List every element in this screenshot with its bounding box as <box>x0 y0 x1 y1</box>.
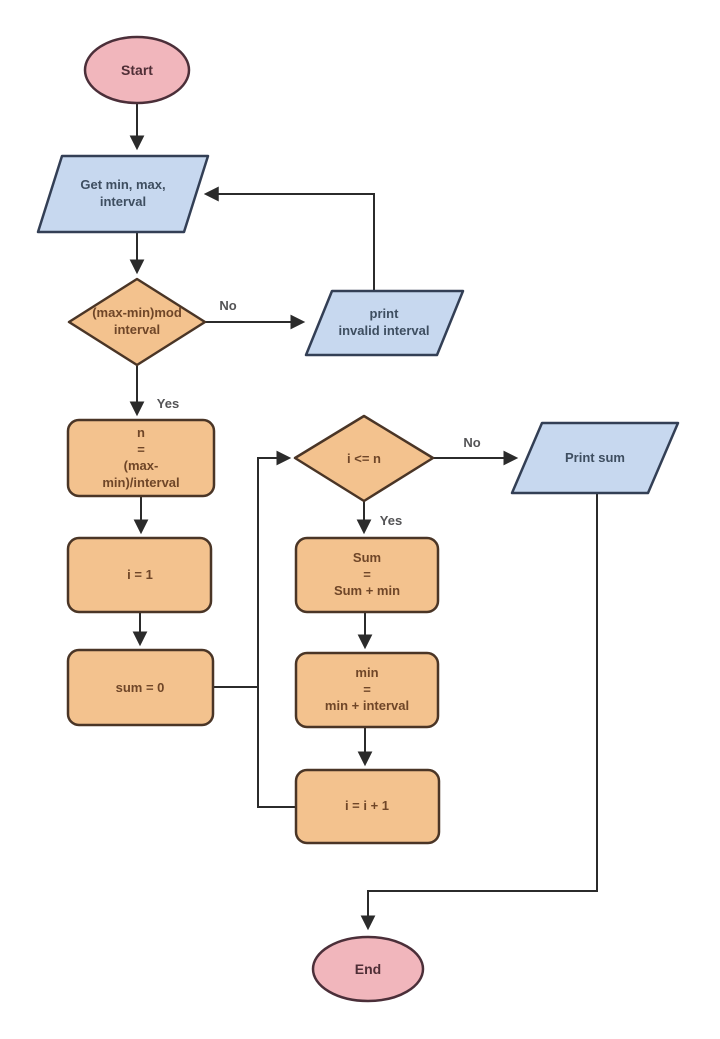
edge-inc-i-loop-back-to-loop-check <box>258 458 295 807</box>
init-i-label: i = 1 <box>127 566 153 582</box>
add-sum-label: Sum = Sum + min <box>333 549 401 599</box>
inc-i-process-shape <box>296 770 439 843</box>
init-sum-label: sum = 0 <box>115 679 165 695</box>
start-label: Start <box>121 61 153 78</box>
inc-min-label: min = min + interval <box>324 664 410 714</box>
get-input-io-shape <box>38 156 208 232</box>
inc-i-label: i = i + 1 <box>344 797 390 813</box>
loop-check-yes-label: Yes <box>379 512 403 528</box>
start-terminator-shape <box>85 37 189 103</box>
end-label: End <box>354 960 382 977</box>
print-invalid-io-shape <box>306 291 463 355</box>
print-sum-label: Print sum <box>565 449 625 465</box>
add-sum-process-shape <box>296 538 438 612</box>
loop-check-label: i <= n <box>347 450 381 466</box>
loop-check-no-label: No <box>463 434 481 450</box>
mod-check-decision-shape <box>69 279 205 365</box>
print-invalid-label: print invalid interval <box>338 306 430 338</box>
mod-check-label: (max-min)mod interval <box>92 305 182 337</box>
init-i-process-shape <box>68 538 211 612</box>
mod-check-yes-label: Yes <box>156 395 180 411</box>
mod-check-no-label: No <box>219 297 237 313</box>
print-sum-io-shape <box>512 423 678 493</box>
compute-n-label: n = (max- min)/interval <box>102 425 180 490</box>
end-terminator-shape <box>313 937 423 1001</box>
inc-min-process-shape <box>296 653 438 727</box>
init-sum-process-shape <box>68 650 213 725</box>
compute-n-process-shape <box>68 420 214 496</box>
get-input-label: Get min, max, interval <box>80 177 166 209</box>
loop-check-decision-shape <box>295 416 433 501</box>
edge-print-invalid-back-to-get-input <box>206 194 374 291</box>
